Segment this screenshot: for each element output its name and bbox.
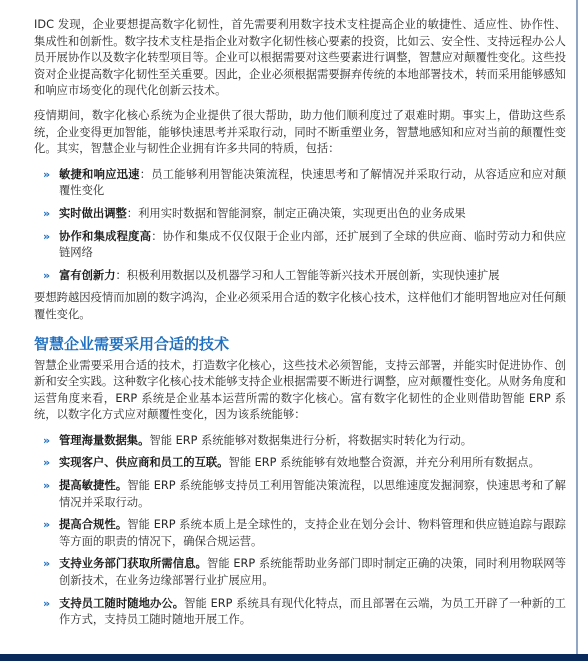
bullet-chevron-icon: » bbox=[43, 167, 51, 181]
list-item-lead: 管理海量数据集。 bbox=[59, 433, 150, 447]
list-item bbox=[34, 433, 566, 450]
traits-list bbox=[34, 167, 566, 285]
list-item bbox=[34, 229, 566, 262]
list-item bbox=[34, 268, 566, 285]
section-intro-paragraph: 智慧企业需要采用合适的技术，打造数字化核心，这些技术必须智能，支持云部署，并能实时促进协作、创新和安全实践。这种数字化核心技术能够支持企业根据需要不断进行调整，应对颠覆性变化。从财务角度和运营角度来看，ERP 系统是企业基本运营所需的数字化核心。富有数字化韧性的企业则借助智能 ERP 系统，以数字化方式应对颠覆性变化，因为该系统能够： bbox=[34, 358, 566, 422]
list-item-text: 智能 ERP 系统能够对数据集进行分析，将数据实时转化为行动。 bbox=[149, 433, 473, 447]
bullet-chevron-icon: » bbox=[43, 229, 51, 243]
list-item-text: ：积极利用数据以及机器学习和人工智能等新兴技术开展创新，实现快速扩展 bbox=[115, 268, 500, 282]
bullet-chevron-icon: » bbox=[43, 518, 51, 532]
list-item bbox=[34, 478, 566, 511]
bullet-chevron-icon: » bbox=[43, 268, 51, 282]
list-item-lead: 敏捷和响应迅速 bbox=[59, 167, 140, 181]
bullet-chevron-icon: » bbox=[43, 596, 51, 610]
list-item-lead: 提高敏捷性。 bbox=[59, 479, 128, 493]
list-item-text: 智能 ERP 系统具有现代化特点，而且部署在云端，为员工开辟了一种新的工作方式，支持员工随时随地开展工作。 bbox=[59, 596, 566, 627]
bullet-chevron-icon: » bbox=[43, 433, 51, 447]
bridge-paragraph: 要想跨越因疫情而加剧的数字鸿沟，企业必须采用合适的数字化核心技术，这样他们才能明智地应对任何颠覆性变化。 bbox=[34, 291, 566, 321]
list-item-lead: 富有创新力 bbox=[59, 268, 116, 282]
list-item bbox=[34, 596, 566, 629]
list-item-text: ：员工能够利用智能决策流程，快速思考和了解情况并采取行动，从容适应和应对颠覆性变化 bbox=[59, 167, 566, 198]
list-item-text: ：利用实时数据和智能洞察，制定正确决策，实现更出色的业务成果 bbox=[126, 206, 466, 220]
list-item bbox=[34, 556, 566, 589]
list-item-text: ：协作和集成不仅仅限于企业内部，还扩展到了全球的供应商、临时劳动力和供应链网络 bbox=[59, 229, 566, 260]
list-item-text: 智能 ERP 系统能够支持员工利用智能决策流程，以思维速度发掘洞察，快速思考和了解情况并采取行动。 bbox=[59, 479, 566, 509]
list-item bbox=[34, 517, 566, 550]
bullet-chevron-icon: » bbox=[43, 206, 51, 220]
list-item-lead: 实现客户、供应商和员工的互联。 bbox=[59, 456, 229, 470]
intro-paragraph-1: IDC 发现，企业要想提高数字化韧性，首先需要利用数字技术支柱提高企业的敏捷性、适应性、协作性、集成性和创新性。数字技术支柱是指企业对数字化韧性核心要素的投资，比如云、安全性、支持远程办公人员开展协作以及数字化转型项目等。企业可以根据需要对这些要素进行调整，智慧应对颠覆性变化。这些投资对企业提高数字化韧性至关重要。因此，企业必须根据需要摒弃传统的本地部署技术，转而采用能够感知和响应市场变化的现代化创新云技术。 bbox=[34, 18, 566, 98]
list-item bbox=[34, 455, 566, 472]
list-item bbox=[34, 167, 566, 200]
list-item bbox=[34, 206, 566, 223]
bullet-chevron-icon: » bbox=[43, 479, 51, 493]
list-item-text: 智能 ERP 系统能够有效地整合资源，并充分利用所有数据点。 bbox=[228, 456, 540, 470]
intro-paragraph-2: 疫情期间，数字化核心系统为企业提供了很大帮助，助力他们顺利度过了艰难时期。事实上，借助这些系统，企业变得更加智能，能够快速思考并采取行动，同时不断重塑业务，智慧地感知和应对当前的颠覆性变化。其实，智慧企业与韧性企业拥有许多共同的特质，包括： bbox=[34, 108, 566, 156]
list-item-lead: 实时做出调整 bbox=[59, 206, 127, 220]
list-item-text: 智能 ERP 系统能帮助业务部门即时制定正确的决策，同时利用物联网等创新技术，在业务边缘部署行业扩展应用。 bbox=[59, 557, 566, 588]
section-heading: 智慧企业需要采用合适的技术 bbox=[34, 334, 230, 353]
erp-benefits-list bbox=[34, 433, 566, 629]
list-item-lead: 提高合规性。 bbox=[59, 518, 128, 532]
list-item-lead: 支持业务部门获取所需信息。 bbox=[59, 557, 207, 571]
bullet-chevron-icon: » bbox=[43, 456, 51, 470]
list-item-lead: 支持员工随时随地办公。 bbox=[59, 596, 185, 610]
list-item-lead: 协作和集成程度高 bbox=[59, 229, 152, 243]
main-content bbox=[34, 17, 566, 635]
bullet-chevron-icon: » bbox=[43, 557, 51, 571]
footer-bar bbox=[0, 654, 588, 661]
list-item-text: 智能 ERP 系统本质上是全球性的，支持企业在划分会计、物料管理和供应链追踪与跟踪等方面的职责的情况下，确保合规运营。 bbox=[59, 518, 566, 548]
right-margin-rule bbox=[576, 0, 578, 661]
